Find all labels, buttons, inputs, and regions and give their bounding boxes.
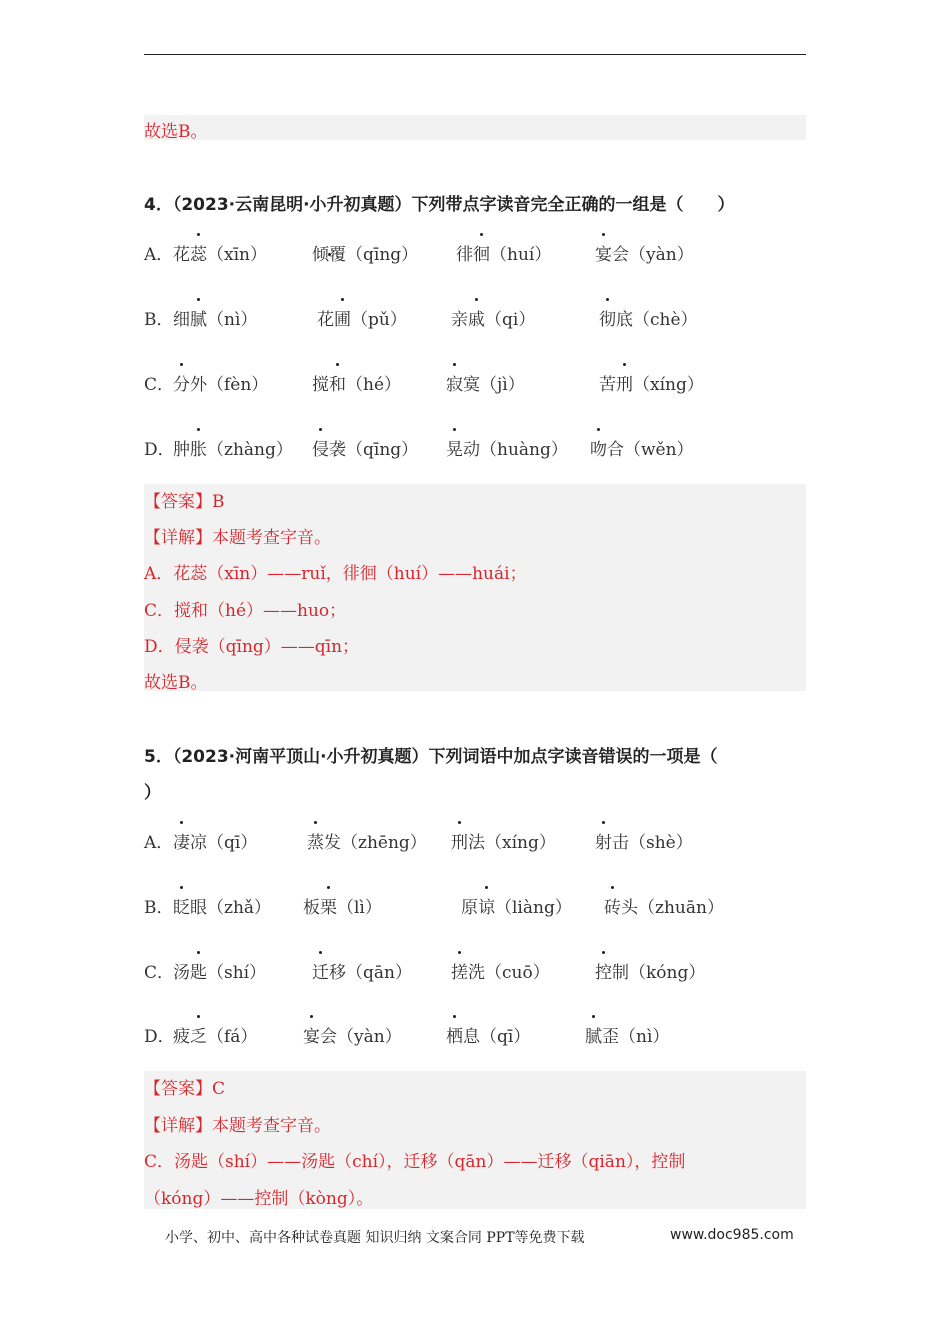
option-letter: D．	[144, 440, 175, 460]
q4-answer: 【答案】B	[144, 492, 225, 512]
word-item: 吻合（wěn）	[590, 435, 694, 460]
q4-explain-line: 【详解】本题考查字音。	[144, 528, 331, 548]
word-item: 原谅（liàng）	[461, 893, 572, 918]
word-item: 彻底（chè）	[599, 305, 698, 330]
q4-answer-box	[144, 484, 806, 691]
option-letter: B．	[144, 898, 174, 918]
word-item: 亲戚（qi）	[451, 305, 535, 330]
word-item: 射击（shè）	[595, 828, 693, 853]
q5-explain-line: 【详解】本题考查字音。	[144, 1116, 331, 1136]
word-item: 晃动（huàng）	[446, 435, 568, 460]
option-letter: C．	[144, 375, 175, 395]
option-letter: A．	[144, 245, 174, 265]
word-item: 蒸发（zhēng）	[307, 828, 427, 853]
footer-url[interactable]: www.doc985.com	[670, 1227, 794, 1243]
footer-text: 小学、初中、高中各种试卷真题 知识归纳 文案合同 PPT等免费下载	[165, 1230, 585, 1246]
word-item: 侵袭（qīng）	[312, 435, 418, 460]
word-item: 刑法（xíng）	[451, 828, 556, 853]
word-item: 凄凉（qī）	[173, 828, 257, 853]
word-item: 搓洗（cuō）	[451, 958, 550, 983]
option-letter: D．	[144, 1027, 175, 1047]
word-item: 细腻（nì）	[173, 305, 257, 330]
word-item: 迁移（qān）	[312, 958, 412, 983]
q4-explain-line: 故选B。	[144, 673, 208, 693]
word-item: 分外（fèn）	[173, 370, 268, 395]
word-item: 苦刑（xíng）	[599, 370, 704, 395]
word-item: 宴会（yàn）	[595, 240, 694, 265]
word-item: 砖头（zhuān）	[604, 893, 724, 918]
q4-explain-line: A．花蕊（xīn）——ruǐ，徘徊（huí）——huái；	[144, 564, 527, 584]
word-item: 倾覆（qīng）	[312, 245, 419, 265]
prev-answer-tail: 故选B。	[144, 122, 208, 142]
question-5-title-cont: ）	[144, 783, 161, 803]
word-item: 花圃（pǔ）	[317, 305, 407, 330]
prev-answer-box	[144, 115, 806, 140]
question-5-title: 5．（2023·河南平顶山·小升初真题）下列词语中加点字读音错误的一项是（	[144, 747, 718, 767]
word-item: 栖息（qī）	[446, 1022, 530, 1047]
word-item: 疲乏（fá）	[173, 1022, 257, 1047]
word-item: 汤匙（shí）	[173, 958, 266, 983]
option-letter: B．	[144, 310, 174, 330]
option-letter: C．	[144, 963, 175, 983]
word-item: 寂寞（jì）	[446, 370, 525, 395]
header-rule	[144, 54, 806, 55]
q5-explain-line: C．汤匙（shí）——汤匙（chí），迁移（qān）——迁移（qiān），控制	[144, 1152, 686, 1172]
q4-explain-line: D．侵袭（qīng）——qīn；	[144, 637, 360, 657]
option-letter: A．	[144, 833, 174, 853]
word-item: 控制（kóng）	[595, 958, 705, 983]
word-item: 肿胀（zhàng）	[173, 435, 293, 460]
q4-explain-line: C．搅和（hé）——huo；	[144, 601, 347, 621]
q5-explain-line: （kóng）——控制（kòng）。	[144, 1189, 374, 1209]
word-item: 腻歪（nì）	[585, 1022, 669, 1047]
q5-answer: 【答案】C	[144, 1079, 226, 1099]
word-item: 眨眼（zhǎ）	[173, 893, 271, 918]
word-item: 花蕊（xīn）	[173, 240, 267, 265]
word-item: 搅和（hé）	[312, 370, 401, 395]
word-item: 宴会（yàn）	[303, 1022, 402, 1047]
word-item: 板栗（lì）	[303, 893, 382, 918]
word-item: 徘徊（huí）	[456, 240, 551, 265]
question-4-title: 4．（2023·云南昆明·小升初真题）下列带点字读音完全正确的一组是（ ）	[144, 195, 735, 215]
